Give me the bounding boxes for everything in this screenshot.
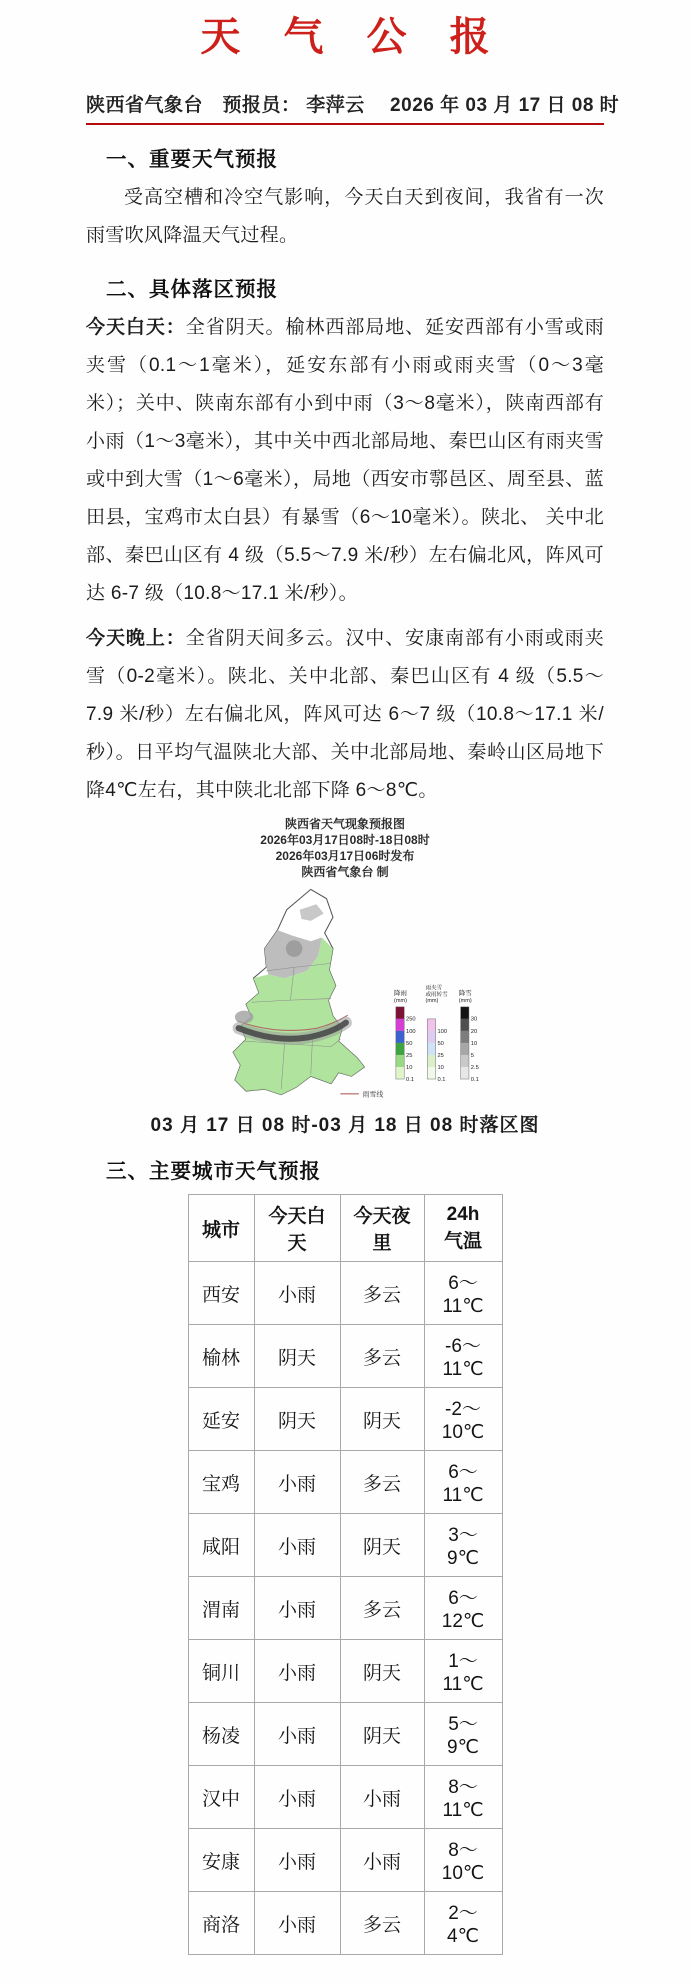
temp-range: 6～12℃ [424, 1577, 502, 1640]
city-name: 铜川 [188, 1640, 254, 1703]
day-weather: 阴天 [254, 1325, 340, 1388]
night-weather: 阴天 [340, 1703, 424, 1766]
night-weather: 多云 [340, 1451, 424, 1514]
sleet-tick: 0.1 [437, 1076, 446, 1083]
rain-legend [394, 988, 416, 1083]
day-weather: 小雨 [254, 1703, 340, 1766]
section-3-heading: 三、主要城市天气预报 [106, 1160, 321, 1183]
section-1-paragraph: 受高空槽和冷空气影响，今天白天到夜间，我省有一次雨雪吹风降温天气过程。 [86, 187, 604, 246]
day-weather: 小雨 [254, 1829, 340, 1892]
table-row [188, 1892, 502, 1955]
table-row [188, 1514, 502, 1577]
night-weather: 多云 [340, 1892, 424, 1955]
rain-legend-unit: (mm) [394, 998, 407, 1005]
table-row [188, 1829, 502, 1892]
table-row [188, 1703, 502, 1766]
rain-tick: 250 [406, 1016, 416, 1023]
header-temp: 24h 气温 [424, 1195, 502, 1262]
city-name: 汉中 [188, 1766, 254, 1829]
night-weather: 小雨 [340, 1829, 424, 1892]
daytime-lead: 今天白天： [86, 317, 186, 338]
snow-tick: 0.1 [470, 1076, 479, 1083]
day-weather: 小雨 [254, 1451, 340, 1514]
snow-core-patch [286, 940, 303, 957]
temp-range: -6～11℃ [424, 1325, 502, 1388]
night-weather: 多云 [340, 1325, 424, 1388]
temp-range: -2～10℃ [424, 1388, 502, 1451]
rain-tick: 0.1 [406, 1076, 415, 1083]
snow-legend-unit: (mm) [458, 998, 472, 1005]
sleet-legend-title1: 雨夹雪 [425, 985, 443, 992]
rain-snow-line-label: 雨雪线 [362, 1091, 384, 1099]
city-name: 延安 [188, 1388, 254, 1451]
night-text: 全省阴天间多云。汉中、安康南部有小雨或雨夹雪（0-2毫米）。陕北、关中北部、秦巴山区有 4 级（5.5～7.9 米/秒）左右偏北风，阵风可达 6～7 级（10.8～17.1 米/秒）。日平均气温陕北大部、关中北部局地、秦岭山区局地下降4℃左右，其中陕北北部下降 6～8℃。 [86, 628, 604, 801]
daytime-text: 全省阴天。榆林西部局地、延安西部有小雪或雨夹雪（0.1～1毫米），延安东部有小雨或雨夹雪（0～3毫米）；关中、陕南东部有小到中雨（3～8毫米），陕南西部有小雨（1～3毫米），其中关中西北部局地、秦巴山区有雨夹雪或中到大雪（1～6毫米），局地（西安市鄠邑区、周至县、蓝田县，宝鸡市太白县）有暴雪（6～10毫米）。陕北、 关中北部、秦巴山区有 4 级（5.5～7.9 米/秒）左右偏北风，阵风可达 6-7 级（10.8～17.1 米/秒）。 [86, 317, 604, 604]
rain-tick: 25 [406, 1052, 413, 1059]
table-row [188, 1577, 502, 1640]
map-title-line3: 2026年03月17日06时发布 [275, 849, 415, 863]
day-weather: 小雨 [254, 1892, 340, 1955]
forecast-map-figure [86, 816, 604, 1104]
rain-tick: 50 [406, 1040, 413, 1047]
map-title-line4: 陕西省气象台 制 [301, 865, 389, 879]
city-name: 宝鸡 [188, 1451, 254, 1514]
temp-range: 5～9℃ [424, 1703, 502, 1766]
map-title-line1: 陕西省天气现象预报图 [284, 817, 405, 831]
sleet-tick: 25 [437, 1052, 444, 1059]
sleet-tick: 10 [437, 1064, 444, 1071]
temp-range: 1～11℃ [424, 1640, 502, 1703]
temp-range: 6～11℃ [424, 1262, 502, 1325]
day-weather: 小雨 [254, 1577, 340, 1640]
rain-legend-title: 降雨 [394, 989, 407, 997]
issuer-line: 陕西省气象台 预报员： 李萍云 2026 年 03 月 17 日 08 时 [86, 90, 604, 125]
map-title-block [86, 816, 604, 880]
night-weather: 阴天 [340, 1640, 424, 1703]
header-night: 今天夜里 [340, 1195, 424, 1262]
table-row [188, 1640, 502, 1703]
header-day: 今天白天 [254, 1195, 340, 1262]
city-name: 安康 [188, 1829, 254, 1892]
section-1-heading: 一、重要天气预报 [106, 148, 278, 171]
table-row [188, 1451, 502, 1514]
city-name: 榆林 [188, 1325, 254, 1388]
snow-legend-title: 降雪 [458, 989, 472, 997]
snow-tick: 5 [470, 1052, 474, 1059]
snow-tick: 20 [470, 1028, 478, 1035]
table-row [188, 1262, 502, 1325]
table-row [188, 1325, 502, 1388]
temp-range: 2～4℃ [424, 1892, 502, 1955]
city-name: 商洛 [188, 1892, 254, 1955]
sleet-tick: 100 [437, 1028, 448, 1035]
rain-tick: 100 [406, 1028, 416, 1035]
snow-tick: 10 [470, 1040, 478, 1047]
night-weather: 阴天 [340, 1514, 424, 1577]
west-snow-blob [235, 1011, 254, 1024]
city-name: 渭南 [188, 1577, 254, 1640]
city-name: 咸阳 [188, 1514, 254, 1577]
snow-legend [459, 988, 479, 1083]
day-weather: 阴天 [254, 1388, 340, 1451]
city-name: 西安 [188, 1262, 254, 1325]
city-forecast-table [188, 1194, 503, 1955]
map-title-line2: 2026年03月17日08时-18日08时 [260, 833, 430, 847]
section-2-heading: 二、具体落区预报 [106, 278, 278, 301]
day-weather: 小雨 [254, 1766, 340, 1829]
city-name: 杨凌 [188, 1703, 254, 1766]
night-forecast-paragraph [86, 620, 604, 810]
table-row [188, 1388, 502, 1451]
night-weather: 多云 [340, 1262, 424, 1325]
daytime-forecast-paragraph [86, 309, 604, 613]
day-weather: 小雨 [254, 1514, 340, 1577]
day-weather: 小雨 [254, 1640, 340, 1703]
sleet-legend-unit: (mm) [425, 998, 439, 1005]
document-title: 天 气 公 报 [200, 15, 506, 59]
snow-tick: 30 [470, 1016, 478, 1023]
map-caption: 03 月 17 日 08 时-03 月 18 日 08 时落区图 [150, 1115, 540, 1136]
night-weather: 多云 [340, 1577, 424, 1640]
table-header-row [188, 1195, 502, 1262]
shaanxi-precipitation-map [180, 882, 510, 1104]
night-weather: 阴天 [340, 1388, 424, 1451]
snow-tick: 2.5 [470, 1064, 479, 1071]
sleet-legend-title2: 或雨转雪 [425, 991, 448, 998]
rain-tick: 10 [406, 1064, 413, 1071]
sleet-tick: 50 [437, 1040, 444, 1047]
temp-range: 8～10℃ [424, 1829, 502, 1892]
temp-range: 6～11℃ [424, 1451, 502, 1514]
header-city: 城市 [188, 1195, 254, 1262]
table-row [188, 1766, 502, 1829]
temp-range: 3～9℃ [424, 1514, 502, 1577]
day-weather: 小雨 [254, 1262, 340, 1325]
temp-range: 8～11℃ [424, 1766, 502, 1829]
rain-snow-line-legend [340, 1090, 383, 1099]
night-weather: 小雨 [340, 1766, 424, 1829]
night-lead: 今天晚上： [86, 628, 186, 649]
sleet-legend [425, 983, 448, 1083]
